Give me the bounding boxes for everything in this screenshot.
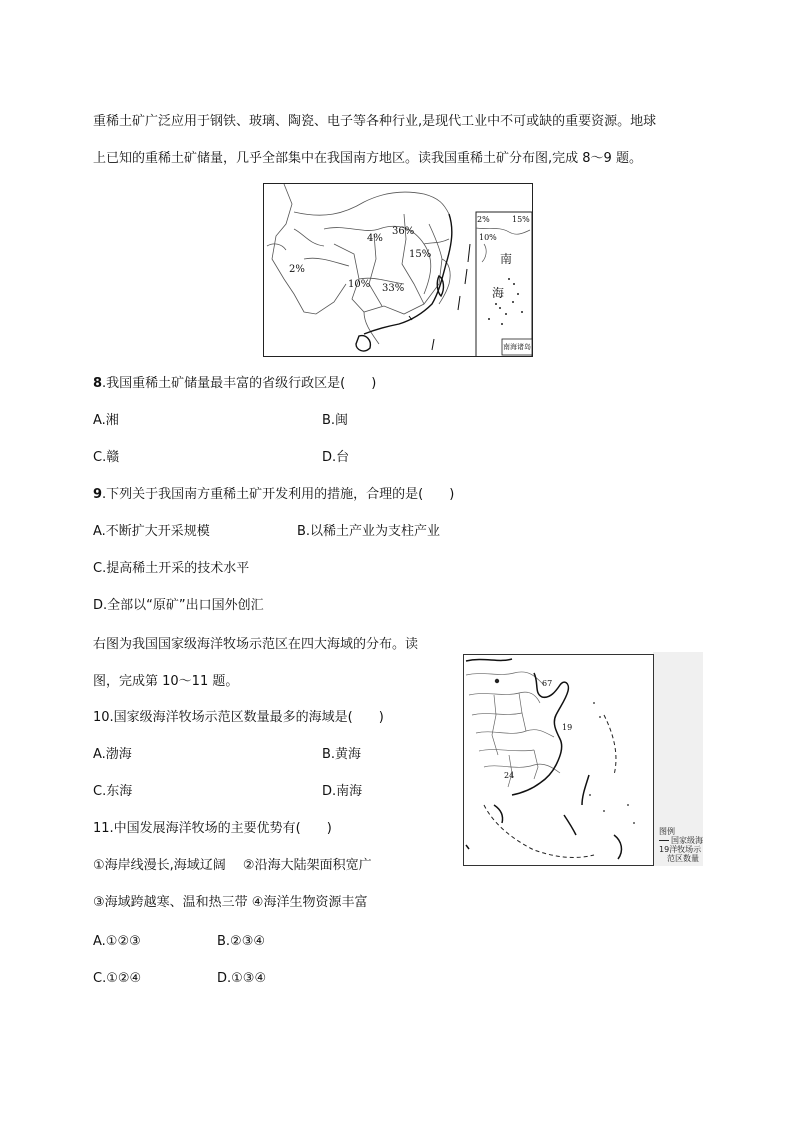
inset-pct-label: 10% xyxy=(479,233,497,242)
option-c[interactable]: C.赣 xyxy=(93,450,120,465)
region-count-label: 24 xyxy=(504,771,515,780)
inset-sea-label: 海 xyxy=(492,286,505,300)
pct-label: 36% xyxy=(392,226,415,237)
option-a[interactable]: A.渤海 xyxy=(93,747,132,762)
question-11-stem: 11.中国发展海洋牧场的主要优势有( ) xyxy=(93,821,332,836)
rare-earth-distribution-map xyxy=(263,183,533,357)
question-10-stem: 10.国家级海洋牧场示范区数量最多的海域是( ) xyxy=(93,710,384,725)
question-text: .我国重稀土矿储量最丰富的省级行政区是( ) xyxy=(102,376,377,391)
inset-sea-label: 南 xyxy=(500,252,513,266)
question-text: .下列关于我国南方重稀土矿开发利用的措施，合理的是( ) xyxy=(102,487,455,502)
map-legend xyxy=(659,827,703,863)
question-number: 8 xyxy=(93,376,103,391)
option-b[interactable]: B.闽 xyxy=(322,413,349,428)
legend-text: 范区数量 xyxy=(667,854,699,863)
question-8-stem xyxy=(93,375,376,393)
legend-arrow-icon xyxy=(659,840,669,841)
option-d[interactable]: D.南海 xyxy=(322,784,363,799)
pct-label: 2% xyxy=(289,264,305,275)
legend-text: 国家级海 xyxy=(671,836,703,845)
pct-label: 33% xyxy=(382,283,405,294)
legend-number: 19 xyxy=(659,845,670,854)
option-c[interactable]: C.提高稀土开采的技术水平 xyxy=(93,561,250,576)
region-count-label: 19 xyxy=(562,723,573,732)
option-d[interactable]: D.①③④ xyxy=(217,971,267,986)
intro-line-1: 重稀土矿广泛应用于钢铁、玻璃、陶瓷、电子等各种行业,是现代工业中不可或缺的重要资源。地球 xyxy=(93,114,657,129)
option-c[interactable]: C.①②④ xyxy=(93,971,142,986)
question-9-stem xyxy=(93,486,454,504)
statements-line-2: ③海域跨越寒、温和热三带 ④海洋生物资源丰富 xyxy=(93,895,368,910)
option-b[interactable]: B.黄海 xyxy=(322,747,362,762)
pct-label: 10% xyxy=(348,279,371,290)
option-b[interactable]: B.以稀土产业为支柱产业 xyxy=(297,524,441,539)
question-number: 9 xyxy=(93,487,103,502)
inset-pct-label: 15% xyxy=(512,215,530,224)
option-a[interactable]: A.不断扩大开采规模 xyxy=(93,524,210,539)
pct-label: 4% xyxy=(367,233,383,244)
intro2-line-2: 图，完成第 10～11 题。 xyxy=(93,674,239,689)
marine-ranch-map xyxy=(463,652,703,866)
option-c[interactable]: C.东海 xyxy=(93,784,133,799)
option-d[interactable]: D.台 xyxy=(322,450,350,465)
pct-label: 15% xyxy=(409,249,432,260)
intro-line-2: 上已知的重稀土矿储量，几乎全部集中在我国南方地区。读我国重稀土矿分布图,完成 8～9 题。 xyxy=(93,151,642,166)
option-a[interactable]: A.湘 xyxy=(93,413,119,428)
coastline-drawing xyxy=(464,655,653,865)
inset-caption: 南海诸岛 xyxy=(503,343,531,351)
legend-title: 图例 xyxy=(659,827,675,836)
statements-line-1: ①海岸线漫长,海域辽阔 ②沿海大陆架面积宽广 xyxy=(93,858,372,873)
option-a[interactable]: A.①②③ xyxy=(93,934,141,949)
region-count-label: 67 xyxy=(542,679,553,688)
map-frame xyxy=(463,654,654,866)
legend-text: 洋牧场示 xyxy=(669,845,702,854)
option-b[interactable]: B.②③④ xyxy=(217,934,266,949)
inset-pct-label: 2% xyxy=(477,215,490,224)
intro2-line-1: 右图为我国国家级海洋牧场示范区在四大海域的分布。读 xyxy=(93,637,419,652)
option-d[interactable]: D.全部以“原矿”出口国外创汇 xyxy=(93,598,264,613)
